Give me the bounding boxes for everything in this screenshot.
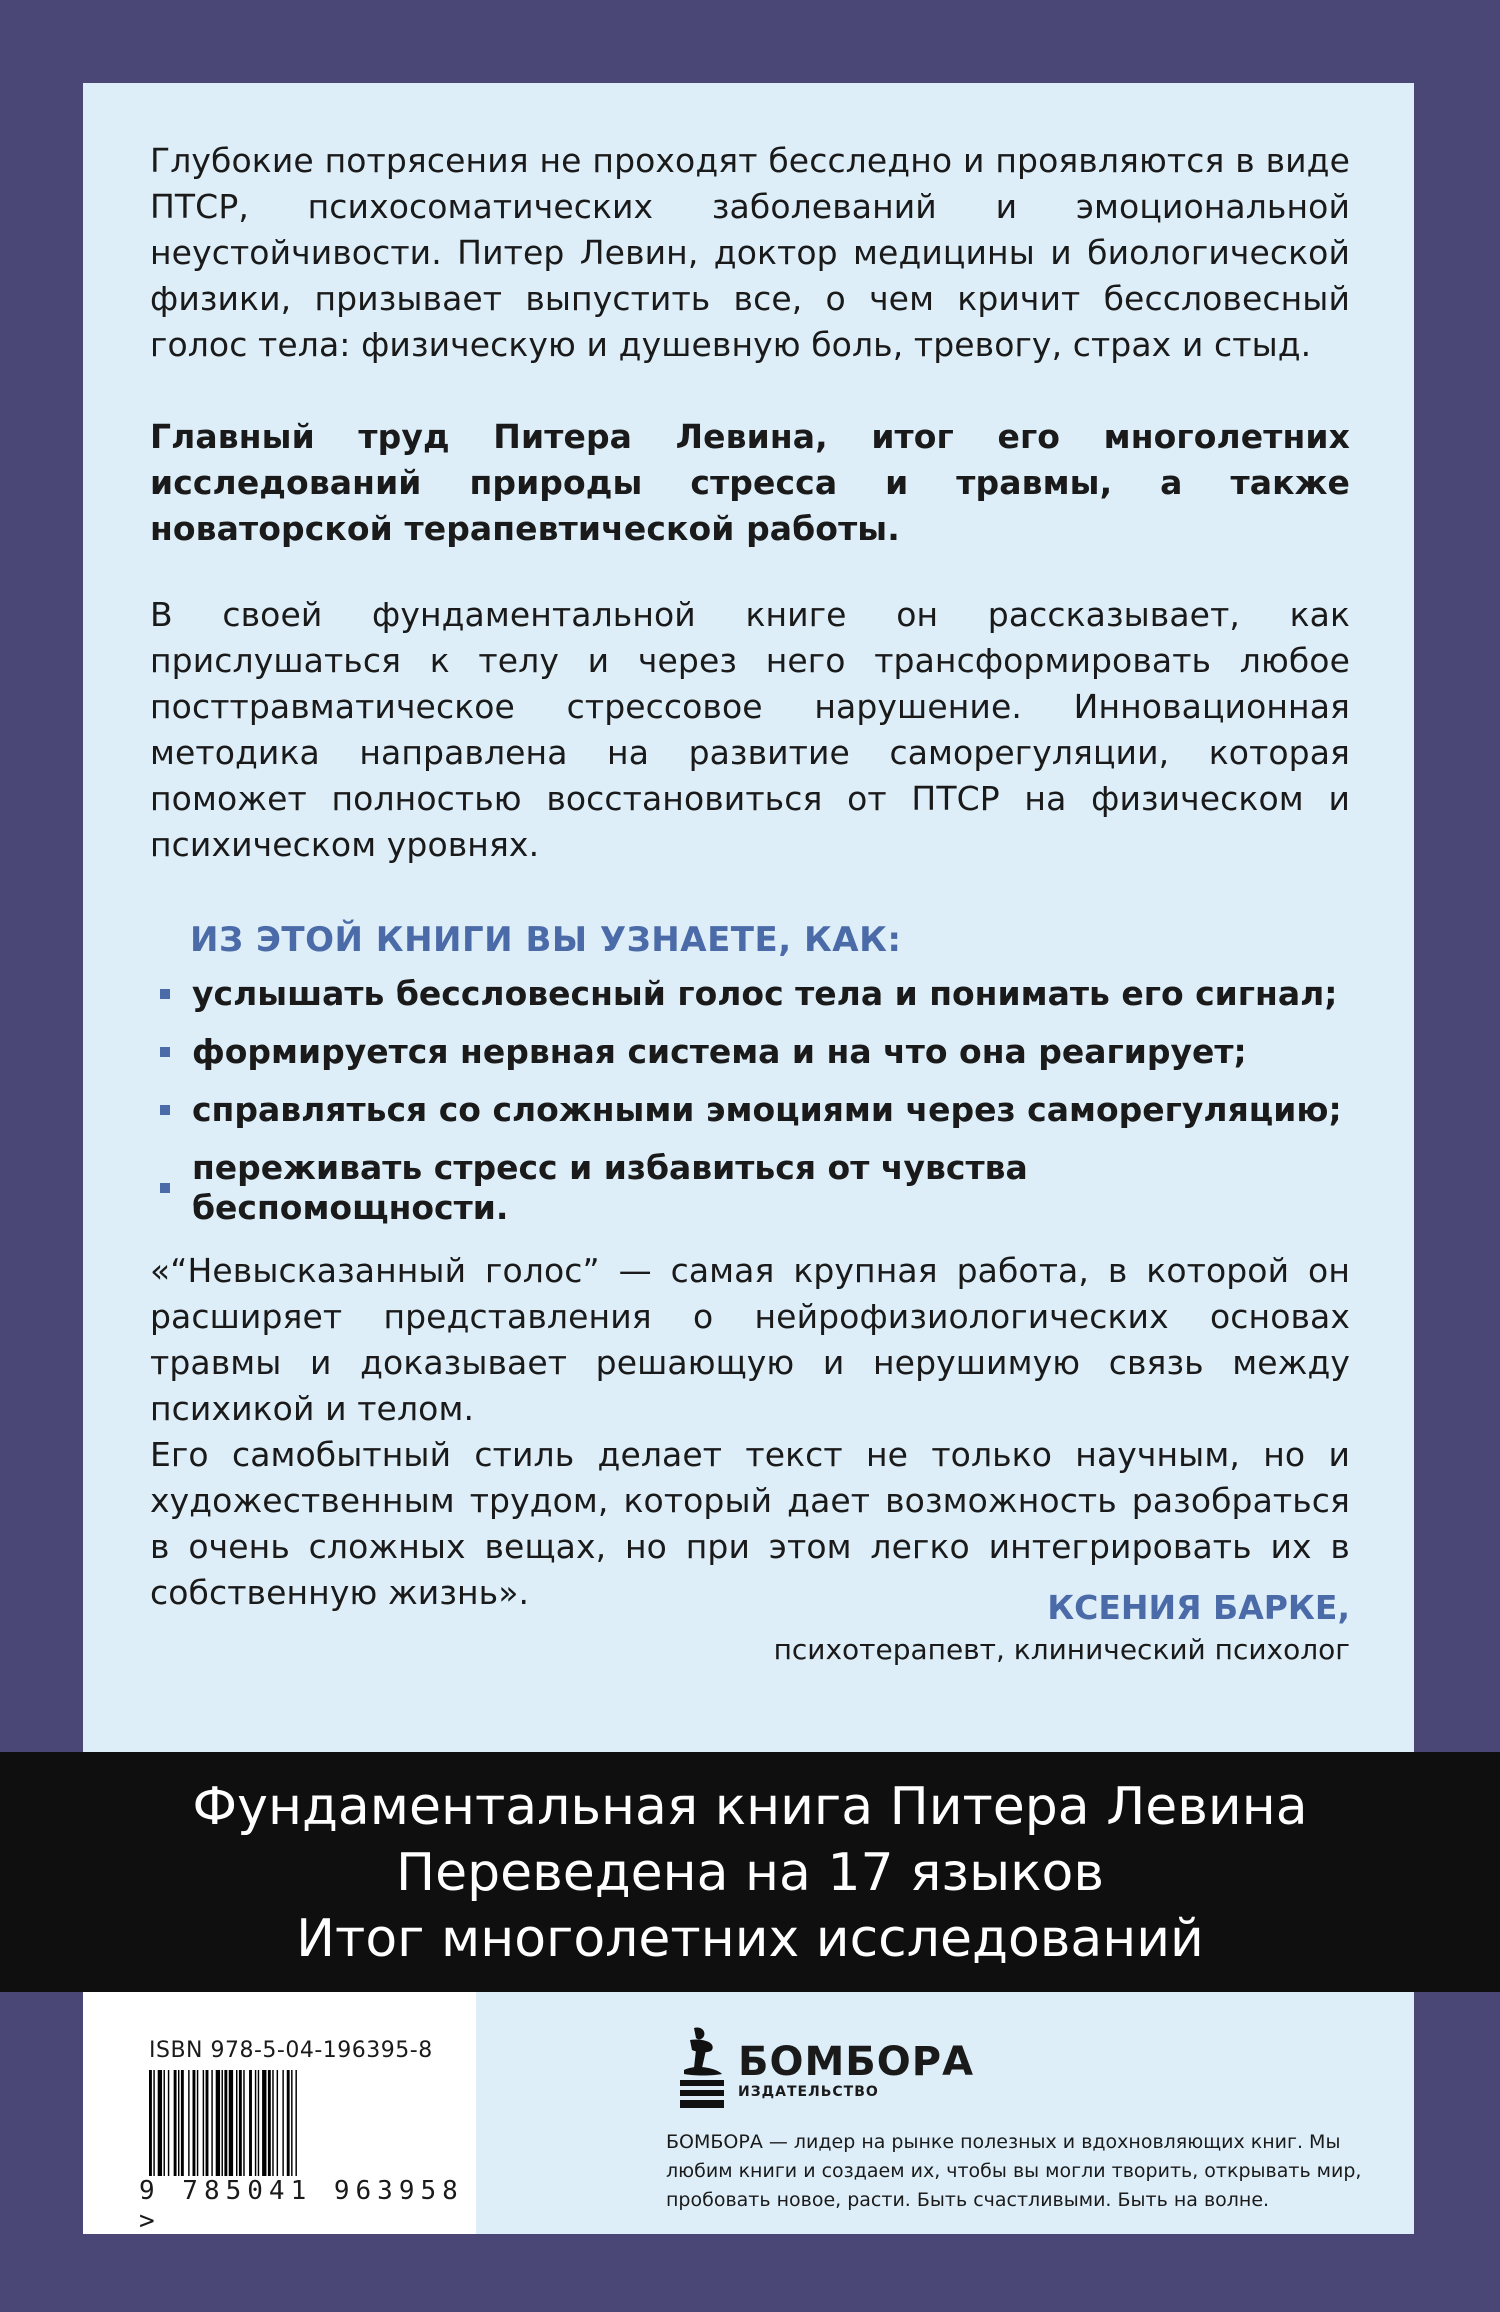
- author-role: психотерапевт, клинический психолог: [773, 1633, 1350, 1666]
- barcode-bar: [178, 2070, 179, 2176]
- barcode-bar: [282, 2070, 283, 2176]
- description-paragraph: В своей фундаментальной книге он рассказывает, как прислушаться к телу и через него трансформировать любое посттравматическое стрессовое нарушение. Инновационная методика направлена на развитие саморегуляции, которая поможет полностью восстановиться от ПТСР на физическом и психическом уровнях.: [150, 595, 1350, 864]
- barcode-bar: [158, 2070, 162, 2176]
- square-bullet-icon: [160, 1047, 170, 1057]
- barcode-bar: [216, 2070, 220, 2176]
- list-item-text: переживать стресс и избавиться от чувства беспомощности.: [192, 1148, 1028, 1227]
- intro-paragraph: Глубокие потрясения не проходят бесследно и проявляются в виде ПТСР, психосоматических заболеваний и эмоциональной неустойчивости. Питер Левин, доктор медицины и биологической физики, призывает выпустить все, о чем кричит бессловесный голос тела: физическую и душевную боль, тревогу, страх и стыд.: [150, 141, 1350, 364]
- barcode-bar: [181, 2070, 184, 2176]
- barcode-bar: [206, 2070, 209, 2176]
- publisher-name: БОМБОРА: [738, 2039, 975, 2085]
- barcode-bar: [229, 2070, 233, 2176]
- learn-list: [150, 974, 1350, 1246]
- barcode-bar: [287, 2070, 290, 2176]
- promo-line-2: Переведена на 17 языков: [395, 1843, 1105, 1903]
- barcode-bar: [255, 2070, 256, 2176]
- barcode-bar: [295, 2070, 296, 2176]
- list-item-text: справляться со сложными эмоциями через саморегуляцию;: [192, 1090, 1342, 1129]
- list-item-text: формируется нервная система и на что она реагирует;: [192, 1032, 1247, 1071]
- quote-author: [774, 1586, 1350, 1670]
- barcode-bar: [262, 2070, 266, 2176]
- barcode-bar: [249, 2070, 252, 2176]
- publisher-logo: [672, 2024, 974, 2116]
- barcode-bar: [291, 2070, 292, 2176]
- barcode-bar: [149, 2070, 152, 2176]
- highlight-paragraph: Главный труд Питера Левина, итог его многолетних исследований природы стресса и травмы, а также новаторской терапевтической работы.: [150, 417, 1350, 548]
- barcode-bar: [239, 2070, 242, 2176]
- barcode-area: [83, 1992, 476, 2234]
- barcode-bar: [268, 2070, 271, 2176]
- barcode-bar: [243, 2070, 244, 2176]
- square-bullet-icon: [160, 989, 170, 999]
- barcode-bar: [188, 2070, 189, 2176]
- barcode-bar: [258, 2070, 259, 2176]
- list-item: [150, 1032, 1350, 1072]
- barcode-bar: [203, 2070, 204, 2176]
- promo-line-3: Итог многолетних исследований: [296, 1909, 1204, 1969]
- list-item: [150, 974, 1350, 1014]
- promo-band: [0, 1752, 1500, 1992]
- barcode-bar: [224, 2070, 227, 2176]
- barcode-bar: [153, 2070, 154, 2176]
- list-item: [150, 1090, 1350, 1130]
- publisher-description: БОМБОРА — лидер на рынке полезных и вдохновляющих книг. Мы любим книги и создаем их, чтобы вы могли творить, открывать мир, пробовать новое, расти. Быть счастливыми. Быть на волне.: [666, 2131, 1362, 2211]
- isbn-text: ISBN 978-5-04-196395-8: [149, 2038, 433, 2063]
- barcode-bar: [211, 2070, 212, 2176]
- barcode-bar: [197, 2070, 198, 2176]
- square-bullet-icon: [160, 1183, 170, 1193]
- list-item: [150, 1148, 1350, 1228]
- review-quote: [150, 1248, 1350, 1616]
- barcode-bar: [222, 2070, 223, 2176]
- learn-list-title: ИЗ ЭТОЙ КНИГИ ВЫ УЗНАЕТЕ, КАК:: [190, 920, 902, 960]
- quote-paragraph-2: Его самобытный стиль делает текст не только научным, но и художественным трудом, который дает возможность разобраться в очень сложных вещах, но при этом легко интегрировать их в собственную жизнь».: [150, 1435, 1350, 1612]
- barcode-bar: [174, 2070, 177, 2176]
- bombora-logo-icon: [672, 2024, 732, 2116]
- barcode-image: [149, 2070, 439, 2176]
- barcode-bar: [168, 2070, 169, 2176]
- quote-paragraph-1: «“Невысказанный голос” — самая крупная работа, в которой он расширяет представления о нейрофизиологических основах травмы и доказывает решающую и нерушимую связь между психикой и телом.: [150, 1251, 1350, 1428]
- publisher-sub: ИЗДАТЕЛЬСТВО: [738, 2084, 879, 2100]
- barcode-bar: [272, 2070, 273, 2176]
- barcode-number: 9 785041 963958 >: [139, 2176, 464, 2236]
- list-item-text: услышать бессловесный голос тела и понимать его сигнал;: [192, 974, 1338, 1013]
- barcode-bar: [236, 2070, 237, 2176]
- barcode-bar: [277, 2070, 278, 2176]
- promo-line-1: Фундаментальная книга Питера Левина: [192, 1777, 1308, 1837]
- barcode-bar: [193, 2070, 196, 2176]
- square-bullet-icon: [160, 1105, 170, 1115]
- barcode-bar: [164, 2070, 165, 2176]
- publisher-area: [476, 1992, 1414, 2234]
- author-name: КСЕНИЯ БАРКЕ,: [1047, 1588, 1350, 1627]
